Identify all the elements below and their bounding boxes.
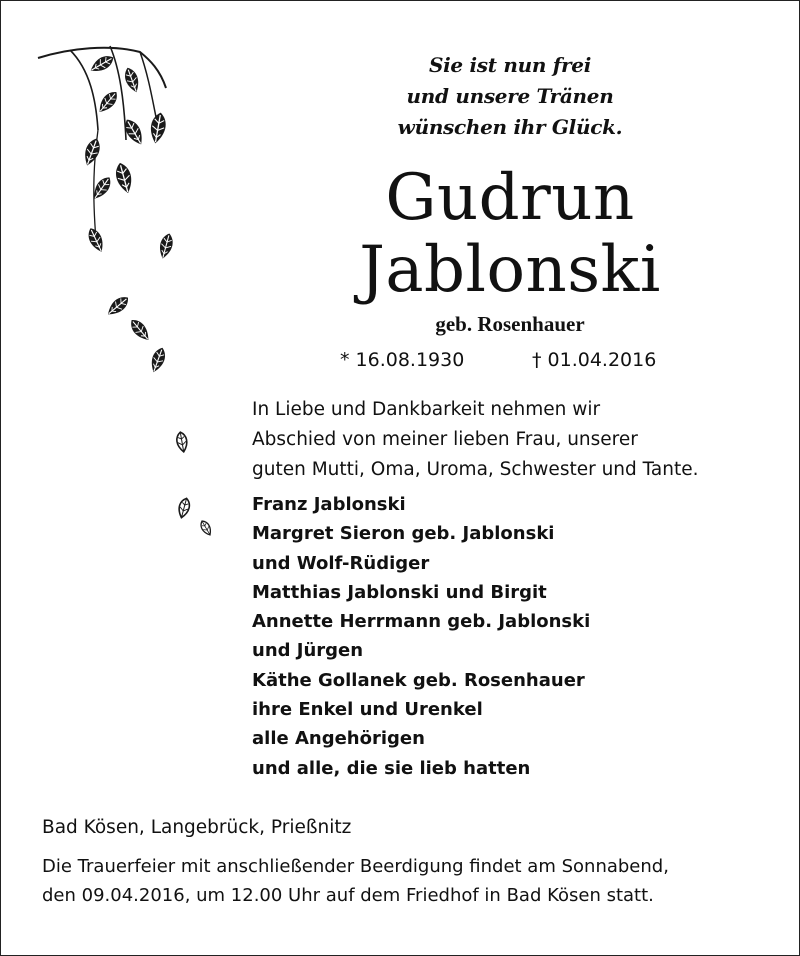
death-date: † 01.04.2016: [532, 349, 657, 371]
mourner: alle Angehörigen: [252, 728, 425, 750]
funeral-line: Die Trauerfeier mit anschließender Beerdigung findet am Sonnabend,: [42, 856, 669, 877]
mourner: und Wolf-Rüdiger: [252, 552, 430, 574]
deceased-last-name: Jablonski: [359, 233, 661, 307]
falling-leaves-icon: [0, 0, 240, 560]
funeral-line: den 09.04.2016, um 12.00 Uhr auf dem Friedhof in Bad Kösen statt.: [42, 885, 654, 906]
motto: [360, 50, 660, 143]
motto-line: und unsere Tränen: [406, 84, 614, 108]
motto-line: wünschen ihr Glück.: [397, 115, 623, 139]
motto-line: Sie ist nun frei: [428, 53, 592, 77]
mourner: Margret Sieron geb. Jablonski: [252, 523, 555, 545]
funeral-info: [42, 852, 782, 910]
maiden-name: geb. Rosenhauer: [435, 312, 585, 336]
mourner: Käthe Gollanek geb. Rosenhauer: [252, 669, 585, 691]
mourner: Matthias Jablonski und Birgit: [252, 581, 547, 603]
places: Bad Kösen, Langebrück, Prießnitz: [42, 817, 352, 838]
deceased-first-name: Gudrun: [385, 161, 635, 235]
mourner: und Jürgen: [252, 640, 364, 662]
farewell-line: Abschied von meiner lieben Frau, unserer: [252, 429, 638, 450]
mourner: Franz Jablonski: [252, 494, 406, 515]
farewell-line: guten Mutti, Oma, Uroma, Schwester und Tante.: [252, 459, 699, 480]
mourners-list: [252, 490, 772, 783]
birth-date: * 16.08.1930: [340, 349, 465, 371]
mourner: Annette Herrmann geb. Jablonski: [252, 611, 591, 633]
farewell-text: [252, 395, 792, 485]
mourner: und alle, die sie lieb hatten: [252, 757, 531, 779]
mourner: ihre Enkel und Urenkel: [252, 699, 483, 721]
farewell-line: In Liebe und Dankbarkeit nehmen wir: [252, 399, 601, 420]
